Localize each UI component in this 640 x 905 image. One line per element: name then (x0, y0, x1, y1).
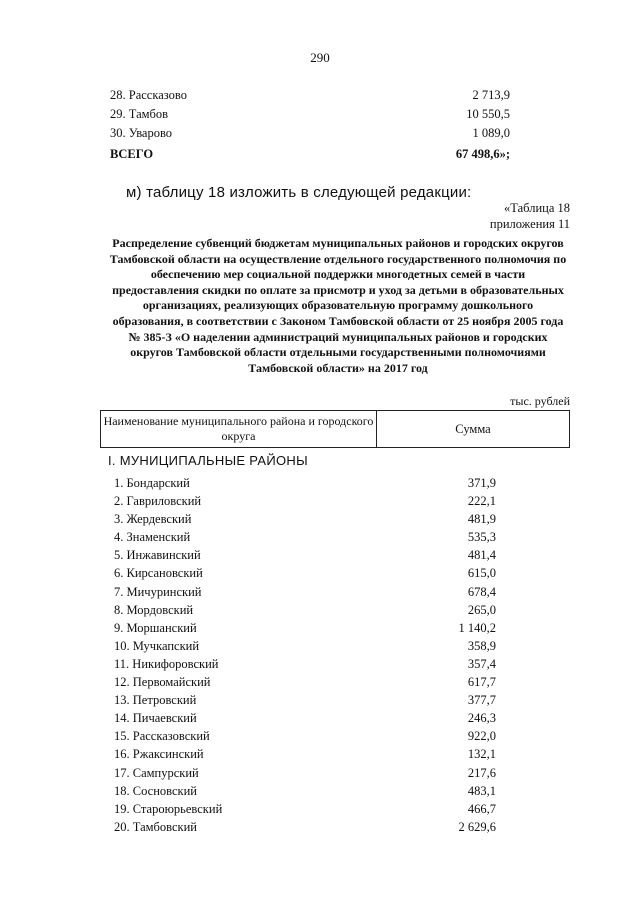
table-reference (490, 200, 570, 232)
table-row (114, 782, 496, 800)
row-name: 16. Ржаксинский (114, 747, 204, 762)
table-heading: Распределение субвенций бюджетам муниципальных районов и городских округов Тамбовской области на осуществление отдельного государственного полномочия по обеспечению мер социальной поддержки многодетных семей в части предоставления скидки по оплате за присмотр и уход за детьми в образовательных организациях, реализующих образовательную программу дошкольного образования, в соответствии с Законом Тамбовской области от 25 ноября 2005 года № 385-З «О наделении администраций муниципальных районов и городских округов Тамбовской области отдельными государственными полномочиями Тамбовской области» на 2017 год (109, 236, 567, 375)
table-header (100, 410, 570, 448)
table-row (114, 510, 496, 528)
table-reference-line1: «Таблица 18 (504, 201, 570, 215)
row-amount: 678,4 (467, 584, 496, 599)
row-amount: 466,7 (467, 801, 496, 816)
previous-table (110, 86, 510, 164)
row-name: 3. Жердевский (114, 512, 192, 527)
row-name: 15. Рассказовский (114, 729, 210, 744)
total-amount: 67 498,6»; (455, 147, 510, 161)
row-amount: 358,9 (467, 638, 496, 653)
row-name: 6. Кирсановский (114, 566, 203, 581)
table-row (114, 727, 496, 745)
row-amount: 371,9 (467, 476, 496, 490)
unit-label: тыс. рублей (510, 394, 570, 408)
table-row (114, 546, 496, 564)
table-row (114, 655, 496, 673)
row-name: 7. Мичуринский (114, 584, 202, 599)
row-name: 8. Мордовский (114, 602, 194, 617)
table-row (114, 619, 496, 637)
row-amount: 483,1 (467, 783, 496, 798)
table-row (114, 800, 496, 818)
row-amount: 1 089,0 (472, 126, 510, 140)
row-amount: 1 140,2 (458, 620, 496, 635)
table-row (114, 709, 496, 727)
table-row (110, 124, 510, 143)
table-row (110, 105, 510, 124)
row-name: 11. Никифоровский (114, 656, 219, 671)
row-name: 13. Петровский (114, 693, 197, 708)
row-amount: 222,1 (467, 494, 496, 509)
table-row (114, 564, 496, 582)
row-amount: 535,3 (467, 530, 496, 545)
row-amount: 377,7 (467, 693, 496, 708)
row-name: 2. Гавриловский (114, 494, 202, 509)
table-row (114, 601, 496, 619)
row-name: 18. Сосновский (114, 783, 197, 798)
row-amount: 2 713,9 (472, 88, 510, 102)
amendment-instruction: м) таблицу 18 изложить в следующей редакции: (126, 184, 472, 201)
row-amount: 922,0 (467, 729, 496, 744)
row-amount: 481,9 (467, 512, 496, 527)
table-row (114, 492, 496, 510)
row-amount: 132,1 (467, 747, 496, 762)
table-row (114, 764, 496, 782)
row-amount: 615,0 (467, 566, 496, 581)
total-label: ВСЕГО (110, 147, 154, 161)
table-reference-line2: приложения 11 (489, 217, 570, 231)
row-name: 20. Тамбовский (114, 819, 197, 834)
table-row (110, 86, 510, 105)
row-name: 30. Уварово (110, 126, 173, 140)
table-row (114, 691, 496, 709)
table-row (114, 474, 496, 492)
row-amount: 617,7 (467, 675, 496, 690)
table-row (114, 528, 496, 546)
row-name: 19. Староюрьевский (114, 801, 223, 816)
row-amount: 357,4 (467, 656, 496, 671)
row-name: 29. Тамбов (110, 107, 169, 121)
row-name: 10. Мучкапский (114, 638, 200, 653)
row-name: 12. Первомайский (114, 675, 211, 690)
row-name: 4. Знаменский (114, 530, 191, 545)
row-amount: 246,3 (467, 711, 496, 726)
row-name: 28. Рассказово (110, 88, 187, 102)
page-number: 290 (310, 50, 330, 65)
table-row (114, 637, 496, 655)
row-name: 17. Сампурский (114, 765, 199, 780)
table-row (114, 745, 496, 763)
row-name: 5. Инжавинский (114, 548, 201, 563)
row-amount: 217,6 (467, 765, 496, 780)
row-amount: 2 629,6 (458, 819, 496, 834)
header-sum-column: Сумма (455, 421, 491, 436)
row-name: 14. Пичаевский (114, 711, 197, 726)
table-row (114, 673, 496, 691)
row-amount: 265,0 (467, 602, 496, 617)
row-amount: 481,4 (467, 548, 496, 563)
total-row (110, 145, 510, 164)
table-row (114, 583, 496, 601)
row-amount: 10 550,5 (466, 107, 510, 121)
row-name: 1. Бондарский (114, 476, 190, 490)
table-row (114, 818, 496, 836)
header-name-column: Наименование муниципального района и городского округа (101, 411, 377, 447)
section-title: I. МУНИЦИПАЛЬНЫЕ РАЙОНЫ (108, 453, 308, 468)
table-body (114, 474, 496, 836)
row-name: 9. Моршанский (114, 620, 197, 635)
